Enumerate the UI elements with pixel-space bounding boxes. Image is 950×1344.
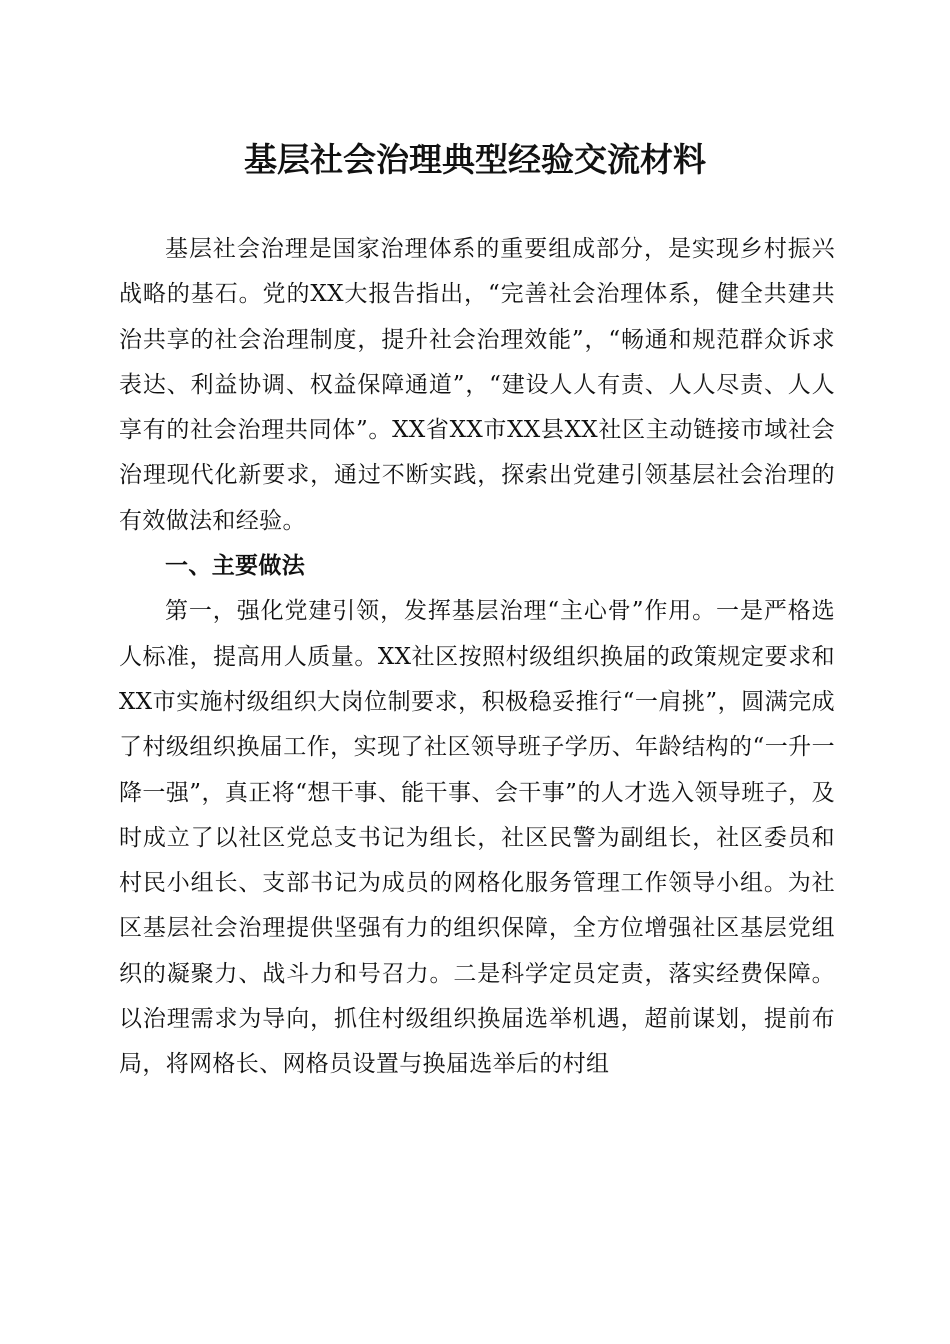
- intro-paragraph: 基层社会治理是国家治理体系的重要组成部分，是实现乡村振兴战略的基石。党的XX大报告指出，“完善社会治理体系，健全共建共治共享的社会治理制度，提升社会治理效能”，“畅通和规范群众诉求表达、利益协调、权益保障通道”，“建设人人有责、人人尽责、人人享有的社会治理共同体”。XX省XX市XX县XX社区主动链接市域社会治理现代化新要求，通过不断实践，探索出党建引领基层社会治理的有效做法和经验。: [119, 236, 835, 534]
- document-title: 基层社会治理典型经验交流材料: [244, 140, 706, 179]
- document-body: [119, 227, 835, 1088]
- section-paragraph: 第一，强化党建引领，发挥基层治理“主心骨”作用。一是严格选人标准，提高用人质量。XX社区按照村级组织换届的政策规定要求和XX市实施村级组织大岗位制要求，积极稳妥推行“一肩挑”，圆满完成了村级组织换届工作，实现了社区领导班子学历、年龄结构的“一升一降一强”，真正将“想干事、能干事、会干事”的人才选入领导班子，及时成立了以社区党总支书记为组长，社区民警为副组长，社区委员和村民小组长、支部书记为成员的网格化服务管理工作领导小组。为社区基层社会治理提供坚强有力的组织保障，全方位增强社区基层党组织的凝聚力、战斗力和号召力。二是科学定员定责，落实经费保障。以治理需求为导向，抓住村级组织换届选举机遇，超前谋划，提前布局，将网格长、网格员设置与换届选举后的村组: [119, 598, 835, 1078]
- section-heading-main-practices: 一、主要做法: [165, 553, 306, 580]
